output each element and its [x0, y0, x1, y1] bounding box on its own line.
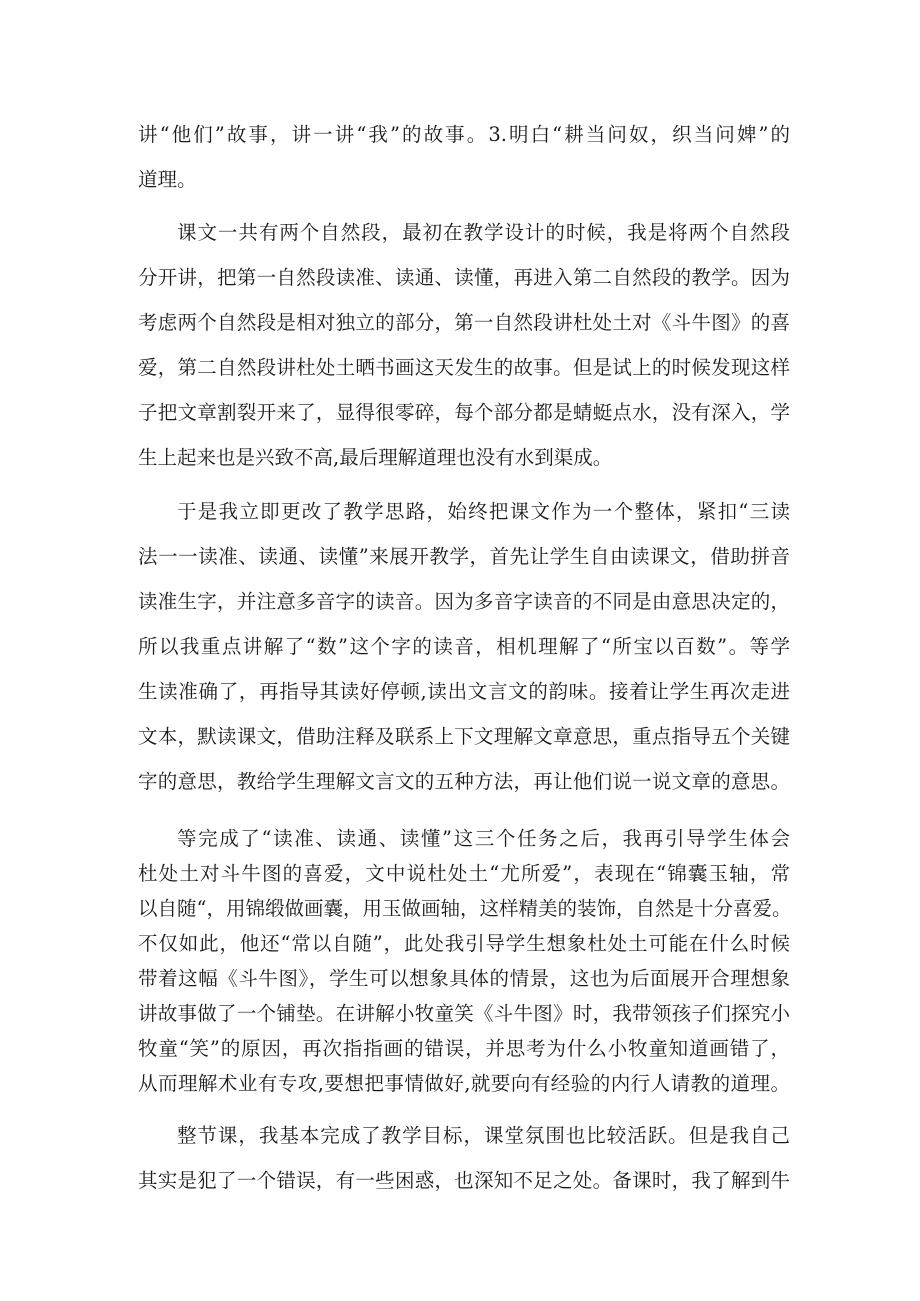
- text-line: 牧童“笑”的原因，再次指指画的错误，并思考为什么小牧童知道画错了，: [138, 1037, 790, 1060]
- text-line: 带着这幅《斗牛图》，学生可以想象具体的情景，这也为后面展开合理想象: [138, 967, 790, 990]
- text-line: 其实是犯了一个错误，有一些困惑，也深知不足之处。备课时，我了解到牛: [138, 1169, 790, 1192]
- text-line: 爱，第二自然段讲杜处土晒书画这天发生的故事。但是试上的时候发现这样: [138, 356, 790, 379]
- text-line: 法一一读准、读通、读懂”来展开教学，首先让学生自由读课文，借助拼音: [138, 545, 790, 568]
- text-line: 不仅如此，他还“常以自随”，此处我引导学生想象杜处土可能在什么时候: [138, 932, 790, 955]
- text-line: 所以我重点讲解了“数”这个字的读音，相机理解了“所宝以百数”。等学: [138, 635, 790, 658]
- text-line: 文本，默读课文，借助注释及联系上下文理解文章意思，重点指导五个关键: [138, 725, 790, 748]
- text-line: 分开讲，把第一自然段读准、读通、读懂，再进入第二自然段的教学。因为: [138, 266, 790, 289]
- text-line: 道理。: [138, 168, 197, 191]
- text-line: 子把文章割裂开来了，显得很零碎，每个部分都是蜻蜓点水，没有深入，学: [138, 401, 790, 424]
- text-line: 考虑两个自然段是相对独立的部分，第一自然段讲杜处土对《斗牛图》的喜: [138, 311, 790, 334]
- text-line: 生上起来也是兴致不高,最后理解道理也没有水到渠成。: [138, 446, 613, 469]
- text-line: 杜处土对斗牛图的喜爱，文中说杜处土“尤所爱”，表现在“锦囊玉轴，常: [138, 862, 790, 885]
- text-line: 讲“他们”故事，讲一讲“我”的故事。3.明白“耕当问奴，织当问婢”的: [138, 123, 790, 146]
- text-line: 从而理解术业有专攻,要想把事情做好,就要向有经验的内行人请教的道理。: [138, 1072, 790, 1095]
- text-line: 等完成了“读准、读通、读懂”这三个任务之后，我再引导学生体会: [177, 827, 790, 850]
- text-line: 讲故事做了一个铺垫。在讲解小牧童笑《斗牛图》时，我带领孩子们探究小: [138, 1002, 790, 1025]
- text-line: 读准生字，并注意多音字的读音。因为多音字读音的不同是由意思决定的，: [138, 590, 790, 613]
- text-line: 字的意思，教给学生理解文言文的五种方法，再让他们说一说文章的意思。: [138, 770, 790, 793]
- text-line: 以自随“，用锦缎做画囊，用玉做画轴，这样精美的装饰，自然是十分喜爱。: [138, 897, 792, 920]
- text-line: 于是我立即更改了教学思路，始终把课文作为一个整体，紧扣“三读: [177, 500, 790, 523]
- text-line: 整节课，我基本完成了教学目标，课堂氛围也比较活跃。但是我自己: [177, 1124, 790, 1147]
- text-line: 课文一共有两个自然段，最初在教学设计的时候，我是将两个自然段: [177, 221, 790, 244]
- text-line: 生读准确了，再指导其读好停顿,读出文言文的韵味。接着让学生再次走进: [138, 680, 790, 703]
